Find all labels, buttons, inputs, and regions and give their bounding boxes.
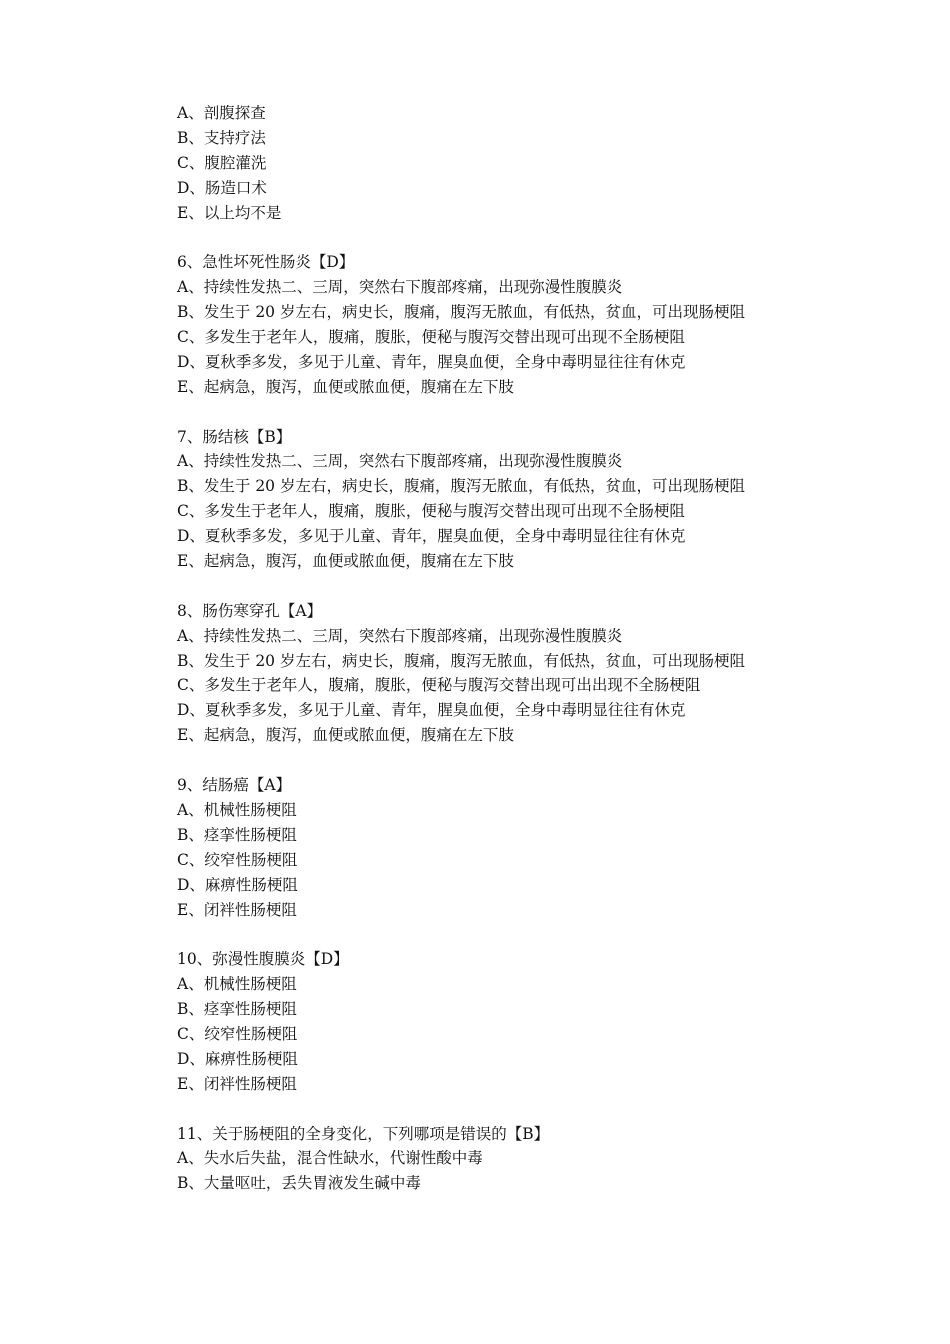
answer-option: C、多发生于老年人，腹痛，腹胀，便秘与腹泻交替出现可出现不全肠梗阻 xyxy=(177,328,685,347)
answer-option: E、起病急，腹泻，血便或脓血便，腹痛在左下肢 xyxy=(177,552,514,571)
answer-option: D、麻痹性肠梗阻 xyxy=(177,1049,298,1068)
answer-option: C、腹腔灌洗 xyxy=(177,153,267,172)
question-list xyxy=(177,101,897,1196)
answer-option: B、痉挛性肠梗阻 xyxy=(177,1000,297,1019)
question-block xyxy=(177,250,897,399)
question-title: 6、急性坏死性肠炎【D】 xyxy=(177,253,355,272)
answer-option: E、以上均不是 xyxy=(177,203,282,222)
question-block xyxy=(177,101,897,225)
answer-option: A、持续性发热二、三周，突然右下腹部疼痛，出现弥漫性腹膜炎 xyxy=(177,278,623,297)
answer-option: D、夏秋季多发，多见于儿童、青年，腥臭血便，全身中毒明显往往有休克 xyxy=(177,527,686,546)
question-block xyxy=(177,1122,897,1197)
answer-option: B、发生于 20 岁左右，病史长，腹痛，腹泻无脓血，有低热，贫血，可出现肠梗阻 xyxy=(177,303,745,322)
answer-option: A、持续性发热二、三周，突然右下腹部疼痛，出现弥漫性腹膜炎 xyxy=(177,452,623,471)
answer-option: D、麻痹性肠梗阻 xyxy=(177,875,298,894)
answer-option: B、支持疗法 xyxy=(177,128,266,147)
answer-option: E、起病急，腹泻，血便或脓血便，腹痛在左下肢 xyxy=(177,726,514,745)
question-title: 8、肠伤寒穿孔【A】 xyxy=(177,601,323,620)
answer-option: B、发生于 20 岁左右，病史长，腹痛，腹泻无脓血，有低热，贫血，可出现肠梗阻 xyxy=(177,651,745,670)
question-block xyxy=(177,947,897,1096)
answer-option: A、持续性发热二、三周，突然右下腹部疼痛，出现弥漫性腹膜炎 xyxy=(177,626,623,645)
answer-option: B、大量呕吐，丢失胃液发生碱中毒 xyxy=(177,1174,421,1193)
answer-option: A、失水后失盐，混合性缺水，代谢性酸中毒 xyxy=(177,1149,483,1168)
answer-option: B、痉挛性肠梗阻 xyxy=(177,825,297,844)
answer-option: A、机械性肠梗阻 xyxy=(177,975,297,994)
question-title: 7、肠结核【B】 xyxy=(177,427,292,446)
answer-option: D、夏秋季多发，多见于儿童、青年，腥臭血便，全身中毒明显往往有休克 xyxy=(177,701,686,720)
answer-option: A、剖腹探查 xyxy=(177,104,266,122)
answer-option: C、绞窄性肠梗阻 xyxy=(177,850,298,869)
question-title: 10、弥漫性腹膜炎【D】 xyxy=(177,950,349,969)
question-title: 11、关于肠梗阻的全身变化，下列哪项是错误的【B】 xyxy=(177,1124,550,1143)
answer-option: D、夏秋季多发，多见于儿童、青年，腥臭血便，全身中毒明显往往有休克 xyxy=(177,352,686,371)
answer-option: C、多发生于老年人，腹痛，腹胀，便秘与腹泻交替出现可出出现不全肠梗阻 xyxy=(177,676,701,695)
answer-option: C、绞窄性肠梗阻 xyxy=(177,1024,298,1043)
answer-option: A、机械性肠梗阻 xyxy=(177,800,297,819)
answer-option: B、发生于 20 岁左右，病史长，腹痛，腹泻无脓血，有低热，贫血，可出现肠梗阻 xyxy=(177,477,745,496)
answer-option: E、闭袢性肠梗阻 xyxy=(177,900,297,919)
question-block xyxy=(177,773,897,922)
answer-option: E、闭袢性肠梗阻 xyxy=(177,1074,297,1093)
answer-option: D、肠造口术 xyxy=(177,178,267,197)
question-title: 9、结肠癌【A】 xyxy=(177,776,292,795)
answer-option: E、起病急，腹泻，血便或脓血便，腹痛在左下肢 xyxy=(177,377,514,396)
question-block xyxy=(177,599,897,748)
answer-option: C、多发生于老年人，腹痛，腹胀，便秘与腹泻交替出现可出现不全肠梗阻 xyxy=(177,502,685,521)
question-block xyxy=(177,425,897,574)
